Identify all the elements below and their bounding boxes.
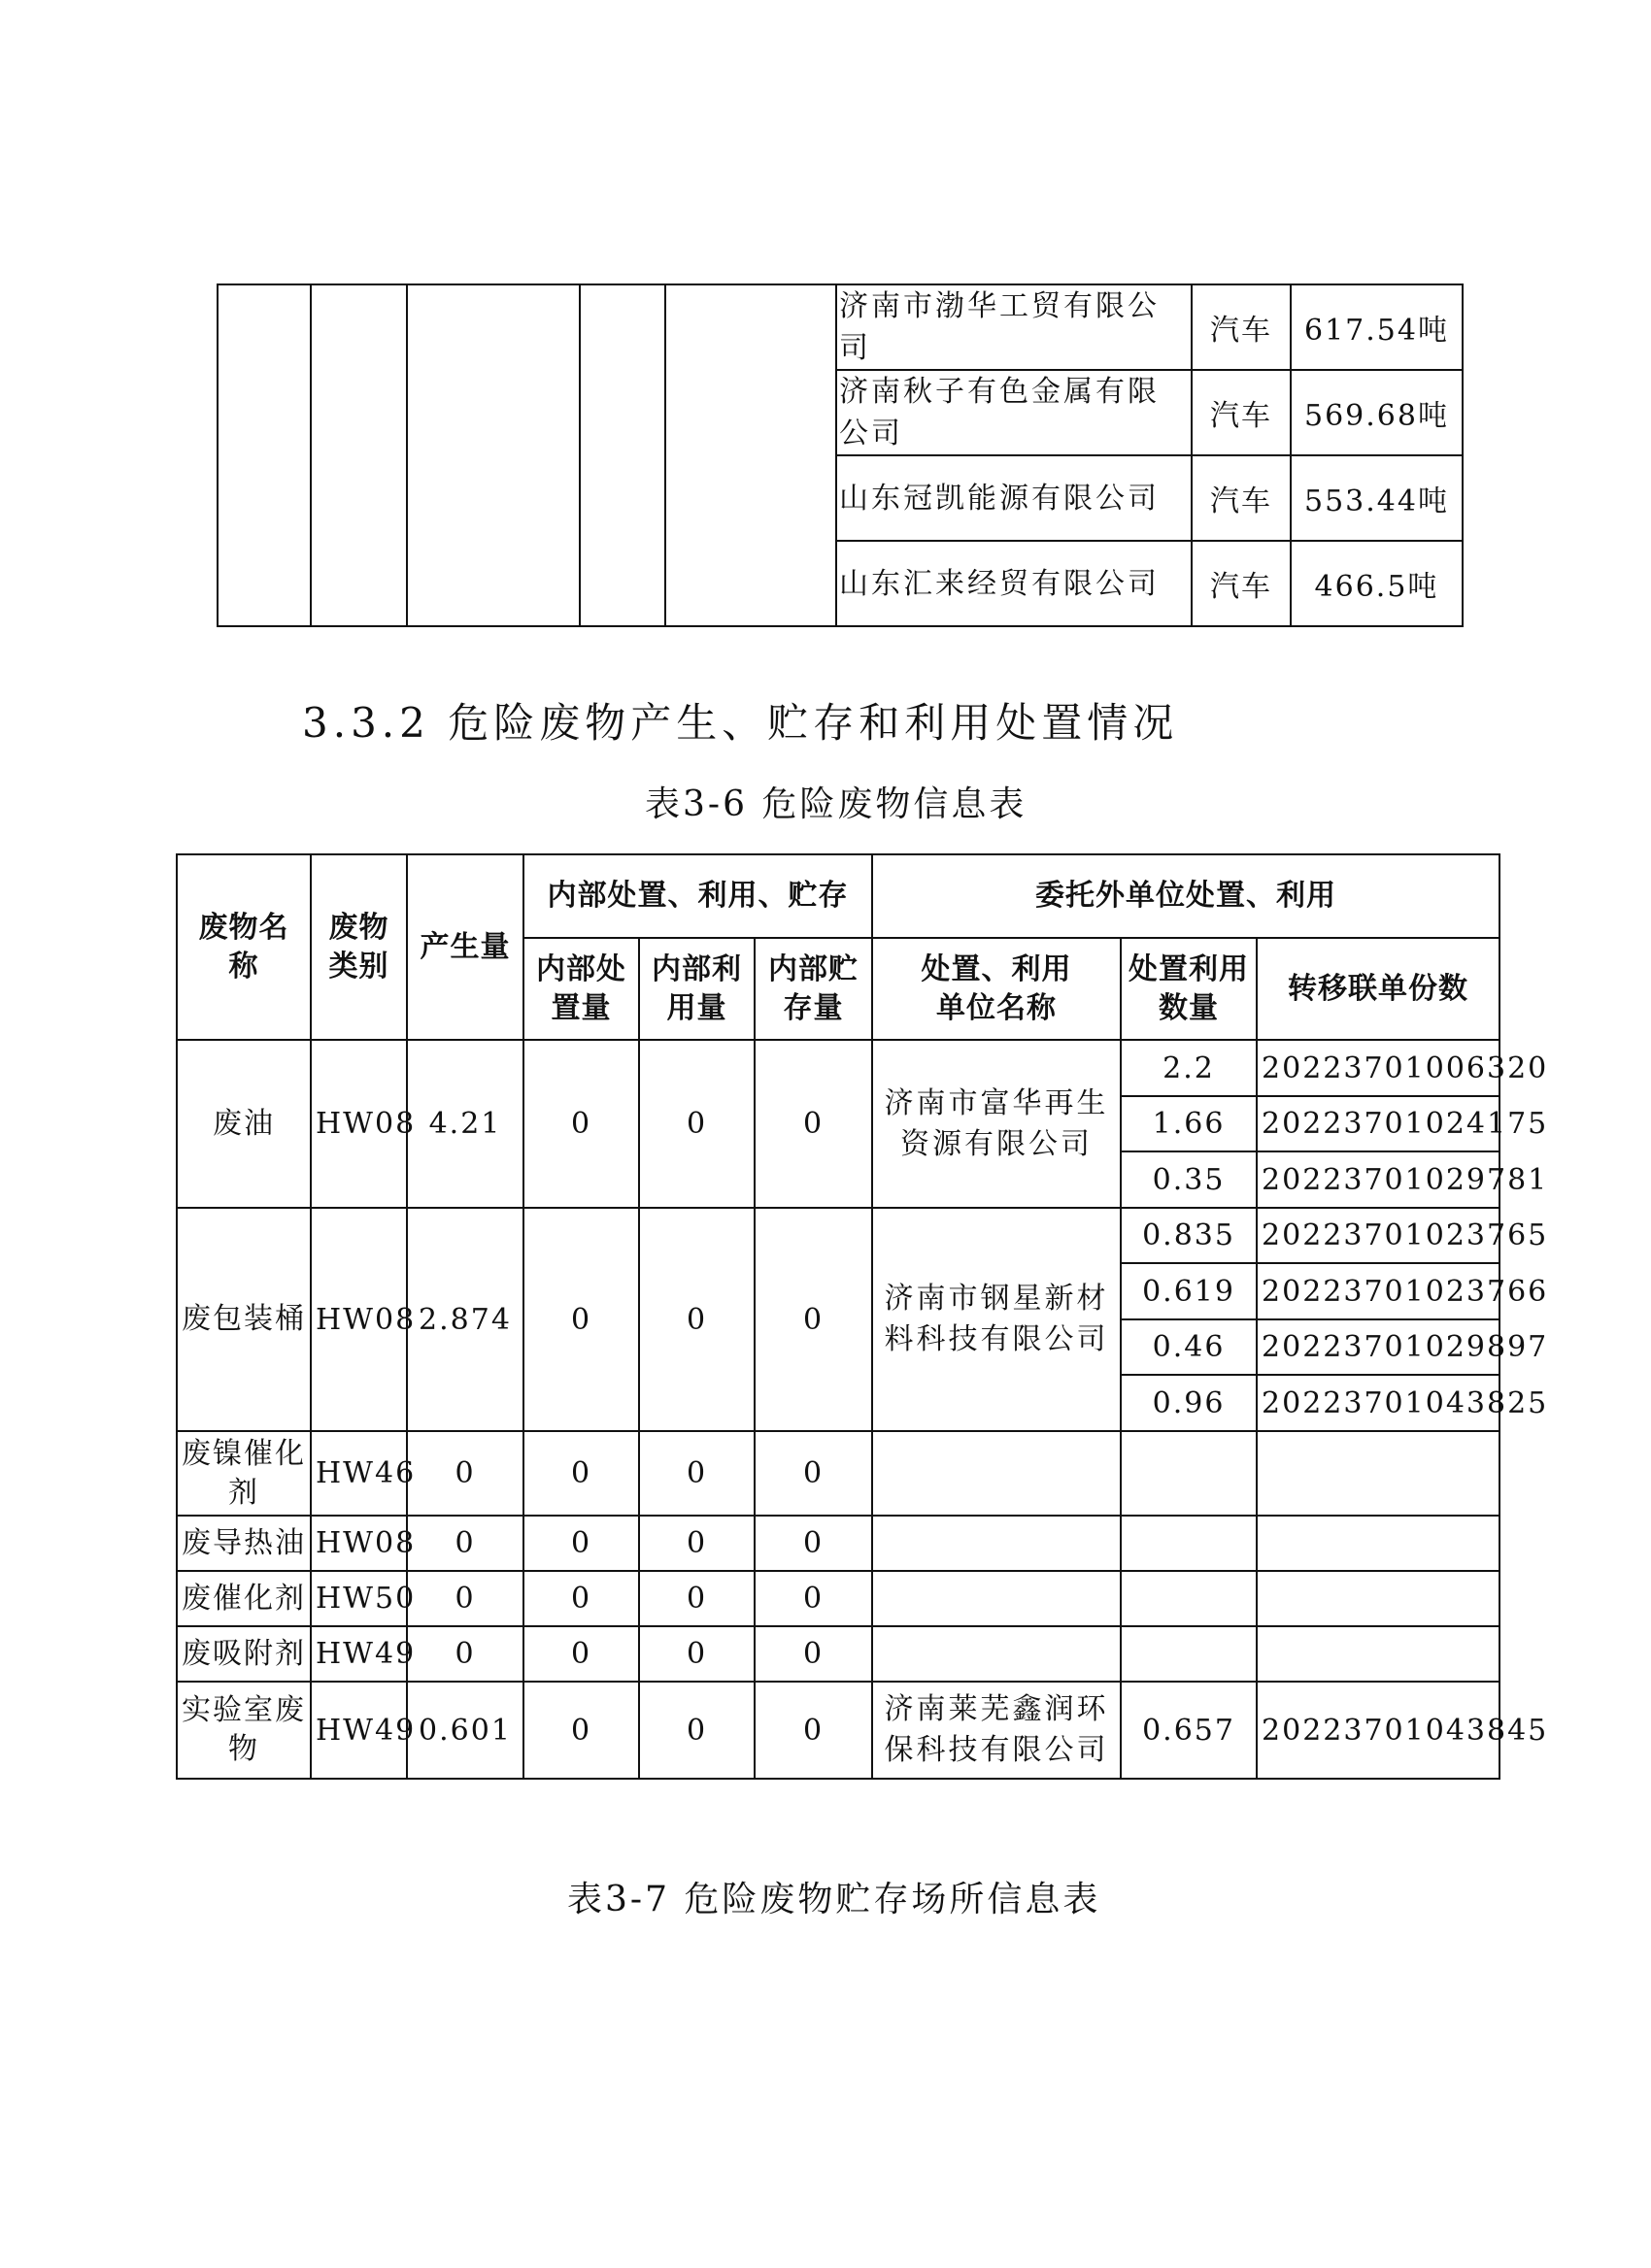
internal-disposal-cell: 0	[523, 1516, 639, 1571]
transport-mode-cell: 汽车	[1192, 541, 1291, 626]
transport-row	[218, 284, 1463, 370]
waste-category-cell: HW49	[311, 1682, 407, 1779]
internal-use-cell: 0	[639, 1682, 755, 1779]
waste-name-cell: 废包装桶	[177, 1208, 311, 1431]
manifest-number-cell: 20223701043825	[1257, 1375, 1499, 1431]
disposal-unit-cell	[872, 1516, 1121, 1571]
manifest-number-cell: 20223701029781	[1257, 1151, 1499, 1208]
table-row	[177, 1516, 1499, 1571]
transport-amount-cell: 553.44吨	[1291, 455, 1463, 541]
manifest-number-cell: 20223701043845	[1257, 1682, 1499, 1779]
waste-amount-cell: 0	[407, 1626, 523, 1682]
waste-category-cell: HW50	[311, 1571, 407, 1626]
header-external-group: 委托外单位处置、利用	[872, 854, 1499, 938]
internal-use-cell: 0	[639, 1626, 755, 1682]
manifest-number-cell	[1257, 1516, 1499, 1571]
internal-storage-cell: 0	[755, 1571, 872, 1626]
internal-storage-cell: 0	[755, 1682, 872, 1779]
waste-category-cell: HW46	[311, 1431, 407, 1516]
transfer-quantity-cell: 0.96	[1121, 1375, 1257, 1431]
empty-cell	[407, 284, 580, 626]
internal-disposal-cell: 0	[523, 1571, 639, 1626]
transfer-quantity-cell	[1121, 1626, 1257, 1682]
header-unit-quantity: 处置利用数量	[1121, 938, 1257, 1040]
waste-amount-cell: 0.601	[407, 1682, 523, 1779]
manifest-number-cell	[1257, 1626, 1499, 1682]
internal-storage-cell: 0	[755, 1040, 872, 1208]
transfer-quantity-cell: 0.835	[1121, 1208, 1257, 1263]
disposal-unit-cell: 济南市富华再生资源有限公司	[872, 1040, 1121, 1208]
internal-use-cell: 0	[639, 1431, 755, 1516]
internal-use-cell: 0	[639, 1040, 755, 1208]
transfer-quantity-cell: 0.619	[1121, 1263, 1257, 1319]
disposal-unit-cell	[872, 1571, 1121, 1626]
waste-name-cell: 废镍催化剂	[177, 1431, 311, 1516]
transfer-quantity-cell: 2.2	[1121, 1040, 1257, 1096]
header-internal-use: 内部利用量	[639, 938, 755, 1040]
internal-use-cell: 0	[639, 1208, 755, 1431]
empty-cell	[218, 284, 311, 626]
manifest-number-cell: 20223701006320	[1257, 1040, 1499, 1096]
empty-cell	[311, 284, 407, 626]
transfer-quantity-cell	[1121, 1571, 1257, 1626]
manifest-number-cell	[1257, 1431, 1499, 1516]
manifest-number-cell	[1257, 1571, 1499, 1626]
company-name-cell: 济南市渤华工贸有限公司	[836, 284, 1192, 370]
waste-amount-cell: 0	[407, 1516, 523, 1571]
transfer-quantity-cell: 1.66	[1121, 1096, 1257, 1151]
header-unit-name: 处置、利用单位名称	[872, 938, 1121, 1040]
company-name-cell: 济南秋子有色金属有限公司	[836, 370, 1192, 455]
transport-mode-cell: 汽车	[1192, 370, 1291, 455]
manifest-number-cell: 20223701023766	[1257, 1263, 1499, 1319]
internal-storage-cell: 0	[755, 1516, 872, 1571]
transfer-quantity-cell: 0.46	[1121, 1319, 1257, 1375]
waste-name-cell: 实验室废物	[177, 1682, 311, 1779]
waste-name-cell: 废吸附剂	[177, 1626, 311, 1682]
disposal-unit-cell: 济南莱芜鑫润环保科技有限公司	[872, 1682, 1121, 1779]
empty-cell	[580, 284, 665, 626]
header-internal-storage: 内部贮存量	[755, 938, 872, 1040]
header-internal-group: 内部处置、利用、贮存	[523, 854, 872, 938]
table-caption-3-6: 表3-6 危险废物信息表	[645, 784, 1028, 824]
waste-category-cell: HW08	[311, 1040, 407, 1208]
transport-amount-cell: 569.68吨	[1291, 370, 1463, 455]
transport-mode-cell: 汽车	[1192, 455, 1291, 541]
manifest-number-cell: 20223701024175	[1257, 1096, 1499, 1151]
waste-category-cell: HW08	[311, 1516, 407, 1571]
table-row	[177, 1626, 1499, 1682]
table-row	[177, 1431, 1499, 1516]
company-name-cell: 山东汇来经贸有限公司	[836, 541, 1192, 626]
table-header	[177, 854, 1499, 1040]
waste-amount-cell: 0	[407, 1431, 523, 1516]
transfer-quantity-cell	[1121, 1431, 1257, 1516]
internal-use-cell: 0	[639, 1516, 755, 1571]
waste-name-cell: 废油	[177, 1040, 311, 1208]
internal-storage-cell: 0	[755, 1626, 872, 1682]
internal-disposal-cell: 0	[523, 1040, 639, 1208]
transfer-quantity-cell: 0.35	[1121, 1151, 1257, 1208]
transport-table-body	[218, 284, 1463, 626]
disposal-unit-cell	[872, 1431, 1121, 1516]
disposal-unit-cell	[872, 1626, 1121, 1682]
table-caption-3-7: 表3-7 危险废物贮存场所信息表	[567, 1880, 1101, 1919]
table-row	[177, 1208, 1499, 1263]
waste-amount-cell: 0	[407, 1571, 523, 1626]
header-category: 废物类别	[311, 854, 407, 1040]
company-name-cell: 山东冠凯能源有限公司	[836, 455, 1192, 541]
empty-cell	[665, 284, 836, 626]
internal-use-cell: 0	[639, 1571, 755, 1626]
manifest-number-cell: 20223701023765	[1257, 1208, 1499, 1263]
waste-category-cell: HW49	[311, 1626, 407, 1682]
transport-amount-cell: 617.54吨	[1291, 284, 1463, 370]
waste-amount-cell: 4.21	[407, 1040, 523, 1208]
header-amount: 产生量	[407, 854, 523, 1040]
table-body	[177, 1040, 1549, 1779]
internal-disposal-cell: 0	[523, 1682, 639, 1779]
transport-mode-cell: 汽车	[1192, 284, 1291, 370]
waste-name-cell: 废导热油	[177, 1516, 311, 1571]
waste-amount-cell: 2.874	[407, 1208, 523, 1431]
waste-name-cell: 废催化剂	[177, 1571, 311, 1626]
section-heading: 3.3.2 危险废物产生、贮存和利用处置情况	[302, 699, 1179, 747]
disposal-unit-cell: 济南市钢星新材料科技有限公司	[872, 1208, 1121, 1431]
manifest-number-cell: 20223701029897	[1257, 1319, 1499, 1375]
internal-storage-cell: 0	[755, 1431, 872, 1516]
table-row	[177, 1040, 1499, 1096]
internal-disposal-cell: 0	[523, 1626, 639, 1682]
header-internal-disposal: 内部处置量	[523, 938, 639, 1040]
transport-continuation-table	[217, 284, 1464, 627]
header-name: 废物名称	[177, 854, 311, 1040]
internal-storage-cell: 0	[755, 1208, 872, 1431]
transfer-quantity-cell: 0.657	[1121, 1682, 1257, 1779]
transport-amount-cell: 466.5吨	[1291, 541, 1463, 626]
waste-category-cell: HW08	[311, 1208, 407, 1431]
internal-disposal-cell: 0	[523, 1431, 639, 1516]
transfer-quantity-cell	[1121, 1516, 1257, 1571]
hazardous-waste-info-table	[176, 853, 1549, 1780]
table-row	[177, 1571, 1499, 1626]
header-manifest: 转移联单份数	[1257, 938, 1499, 1040]
table-row	[177, 1682, 1499, 1779]
internal-disposal-cell: 0	[523, 1208, 639, 1431]
